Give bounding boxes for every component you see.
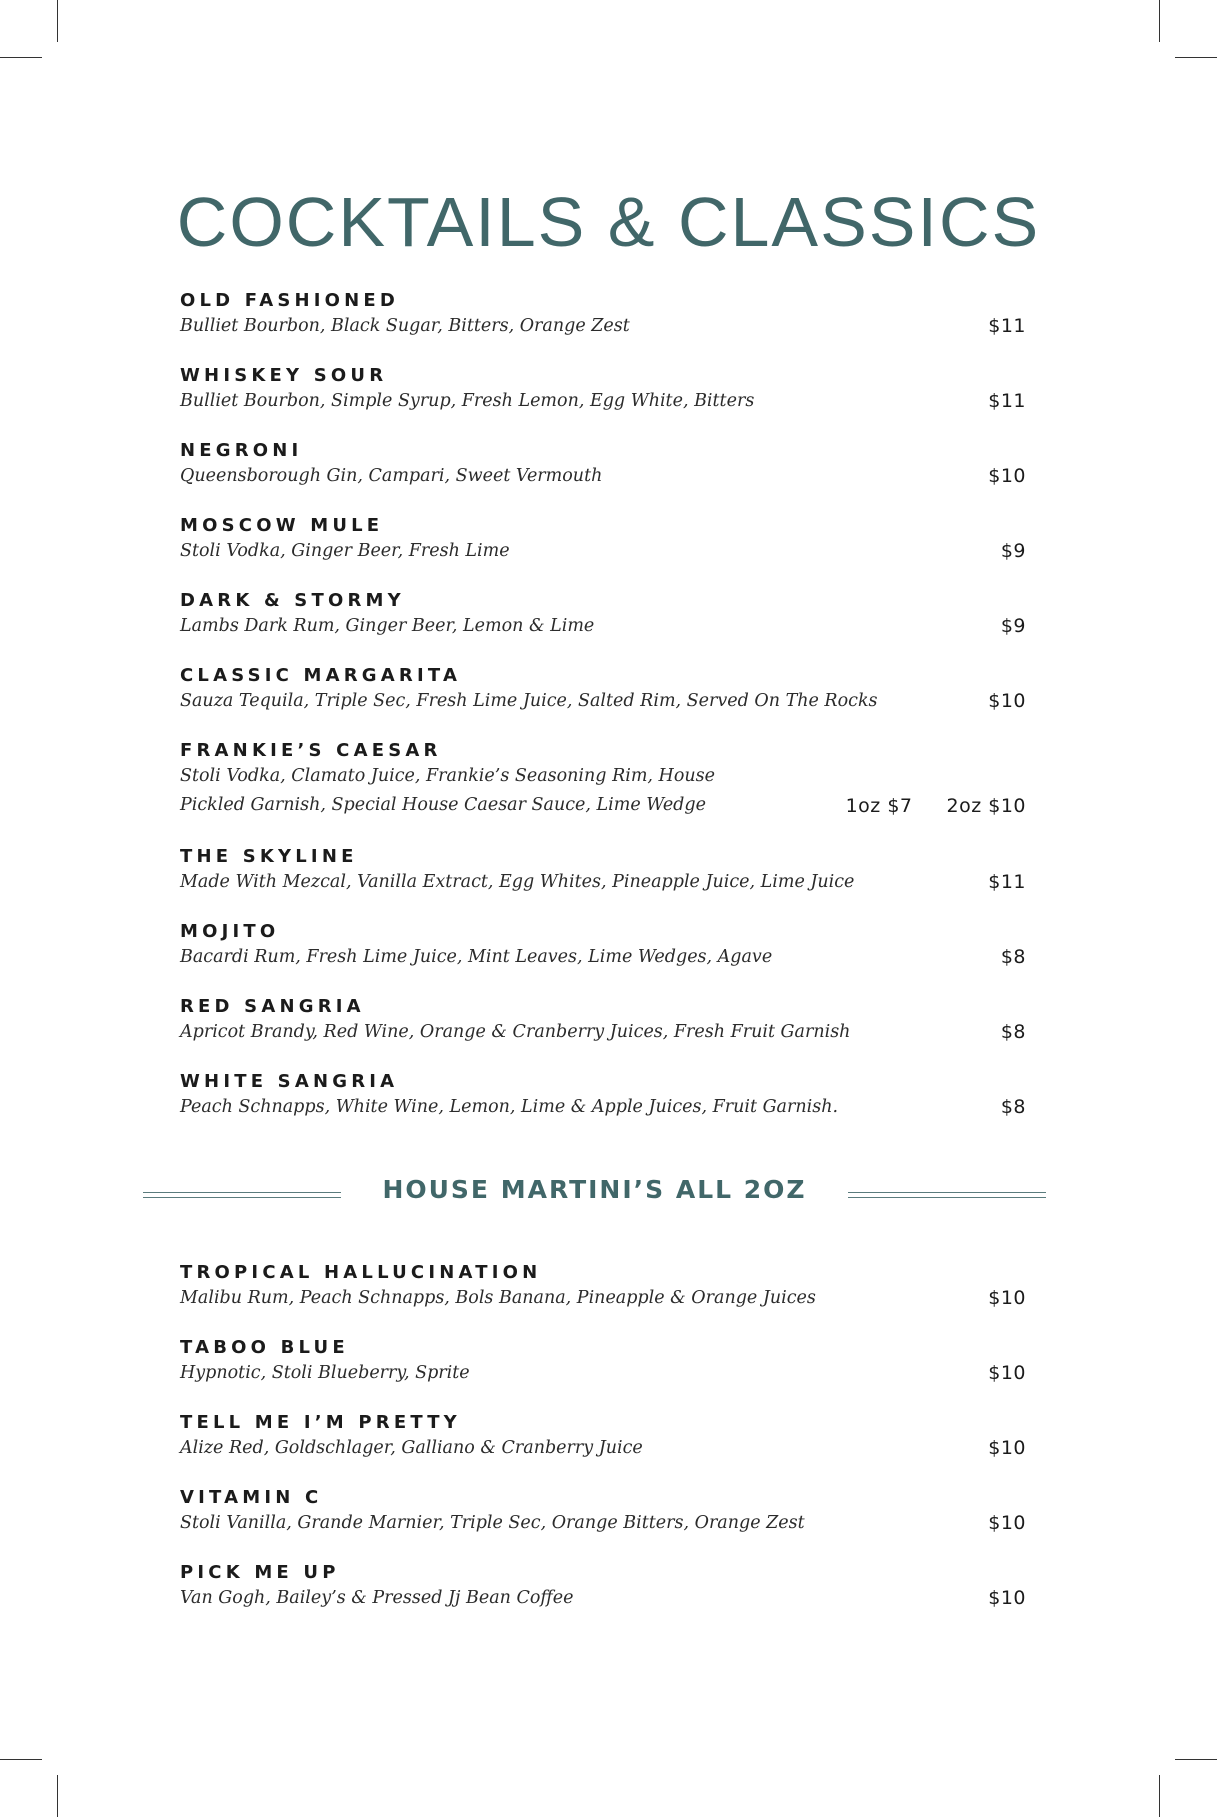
item-price: $10 [988,465,1026,487]
menu-item [180,740,1026,846]
item-description: Lambs Dark Rum, Ginger Beer, Lemon & Lime [180,616,595,636]
menu-item [180,515,1026,590]
crop-mark [0,1759,42,1760]
menu-item [180,846,1026,921]
item-price: $8 [1000,1021,1026,1043]
item-name: MOJITO [180,921,280,942]
menu-item [180,1562,1026,1637]
item-description: Hypnotic, Stoli Blueberry, Sprite [180,1363,470,1383]
item-description: Stoli Vodka, Ginger Beer, Fresh Lime [180,541,510,561]
martini-list [180,1262,1026,1637]
section-header [143,1175,1046,1221]
crop-mark [0,57,42,58]
item-price-large: 2oz $10 [946,795,1026,817]
item-name: TABOO BLUE [180,1337,349,1358]
menu-item [180,1337,1026,1412]
item-price: $10 [988,1512,1026,1534]
item-price: $11 [988,315,1026,337]
item-name: NEGRONI [180,440,303,461]
crop-mark [57,1775,58,1817]
item-name: TELL ME I’M PRETTY [180,1412,461,1433]
item-price: $11 [988,871,1026,893]
crop-mark [57,0,58,42]
item-description: Bulliet Bourbon, Simple Syrup, Fresh Lemon, Egg White, Bitters [180,391,755,411]
item-name: OLD FASHIONED [180,290,400,311]
crop-mark [1159,0,1160,42]
item-description: Apricot Brandy, Red Wine, Orange & Cranberry Juices, Fresh Fruit Garnish [180,1022,851,1042]
section-title: HOUSE MARTINI’S ALL 2OZ [382,1175,807,1204]
item-price: $8 [1000,946,1026,968]
menu-item [180,365,1026,440]
item-name: CLASSIC MARGARITA [180,665,462,686]
item-name: FRANKIE’S CAESAR [180,740,442,761]
item-name: RED SANGRIA [180,996,365,1017]
item-description: Alize Red, Goldschlager, Galliano & Cranberry Juice [180,1438,643,1458]
item-description: Malibu Rum, Peach Schnapps, Bols Banana, Pineapple & Orange Juices [180,1288,816,1308]
menu-item [180,1412,1026,1487]
item-name: VITAMIN C [180,1487,323,1508]
divider [848,1192,1046,1198]
menu-item [180,440,1026,515]
item-name: DARK & STORMY [180,590,405,611]
item-name: TROPICAL HALLUCINATION [180,1262,542,1283]
crop-mark [1175,57,1217,58]
menu-item [180,996,1026,1071]
item-name: MOSCOW MULE [180,515,384,536]
item-price: $10 [988,1287,1026,1309]
cocktail-list [180,290,1026,1146]
item-description: Stoli Vodka, Clamato Juice, Frankie’s Seasoning Rim, House [180,766,715,786]
crop-mark [1175,1759,1217,1760]
crop-mark [1159,1775,1160,1817]
item-price: $10 [988,1362,1026,1384]
menu-item [180,1262,1026,1337]
item-price: $10 [988,1437,1026,1459]
page-title: COCKTAILS & CLASSICS [176,182,1041,261]
item-description: Van Gogh, Bailey’s & Pressed Jj Bean Coffee [180,1588,574,1608]
item-name: PICK ME UP [180,1562,340,1583]
item-name: THE SKYLINE [180,846,358,867]
item-price: $9 [1000,615,1026,637]
item-name: WHISKEY SOUR [180,365,388,386]
item-price [846,792,1026,821]
item-price-small: 1oz $7 [845,795,913,817]
item-description: Bacardi Rum, Fresh Lime Juice, Mint Leaves, Lime Wedges, Agave [180,947,773,967]
item-description: Made With Mezcal, Vanilla Extract, Egg Whites, Pineapple Juice, Lime Juice [180,872,855,892]
item-price: $10 [988,690,1026,712]
item-description: Pickled Garnish, Special House Caesar Sauce, Lime Wedge [180,795,706,815]
item-description: Stoli Vanilla, Grande Marnier, Triple Sec, Orange Bitters, Orange Zest [180,1513,805,1533]
item-price: $10 [988,1587,1026,1609]
item-name: WHITE SANGRIA [180,1071,399,1092]
item-description: Peach Schnapps, White Wine, Lemon, Lime & Apple Juices, Fruit Garnish. [180,1097,839,1117]
menu-item [180,590,1026,665]
menu-item [180,1071,1026,1146]
item-price: $8 [1000,1096,1026,1118]
item-price: $9 [1000,540,1026,562]
item-description: Sauza Tequila, Triple Sec, Fresh Lime Juice, Salted Rim, Served On The Rocks [180,691,878,711]
item-price: $11 [988,390,1026,412]
menu-item [180,290,1026,365]
item-description: Bulliet Bourbon, Black Sugar, Bitters, Orange Zest [180,316,630,336]
menu-item [180,921,1026,996]
menu-item [180,665,1026,740]
menu-item [180,1487,1026,1562]
item-description: Queensborough Gin, Campari, Sweet Vermouth [180,466,603,486]
